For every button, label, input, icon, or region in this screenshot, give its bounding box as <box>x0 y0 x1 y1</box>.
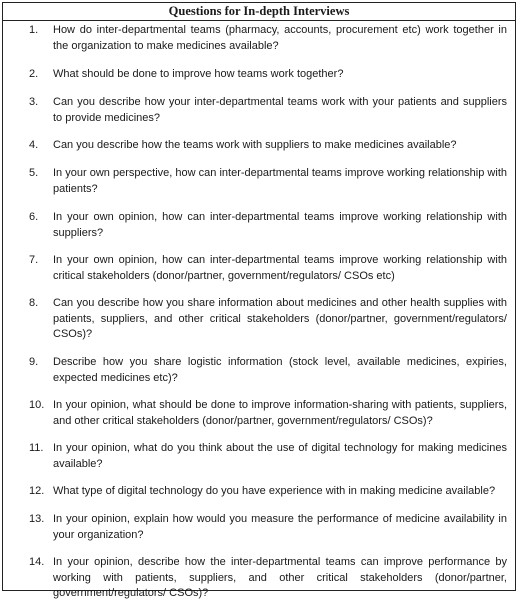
question-item <box>3 23 515 54</box>
question-text: Can you describe how your inter-departmental teams work with your patients and suppliers to provide medicines? <box>53 96 507 124</box>
question-number: 6. <box>29 211 39 223</box>
question-number: 3. <box>29 96 39 108</box>
question-text: In your opinion, describe how the inter-departmental teams can improve performance by working with patients, suppliers, and other critical stakeholders (donor/partner, government/regulators/ CSOs)? <box>53 556 507 599</box>
question-item <box>3 512 515 543</box>
question-text: Can you describe how you share information about medicines and other health supplies with patients, suppliers, and other critical stakeholders (donor/partner, government/regulators/ CSOs)? <box>53 297 507 340</box>
questions-document <box>2 2 516 599</box>
question-item <box>3 398 515 429</box>
question-text: In your own opinion, how can inter-departmental teams improve working relationship with critical stakeholders (donor/partner, government/regulators/ CSOs etc) <box>53 254 507 282</box>
question-text: What should be done to improve how teams work together? <box>53 68 344 80</box>
question-text: In your own opinion, how can inter-departmental teams improve working relationship with suppliers? <box>53 211 507 239</box>
question-item <box>3 441 515 472</box>
question-text: In your opinion, what do you think about the use of digital technology for making medicines available? <box>53 442 507 470</box>
question-number: 13. <box>29 513 45 525</box>
question-item <box>3 166 515 197</box>
question-item <box>3 210 515 241</box>
question-text: Describe how you share logistic information (stock level, available medicines, expiries, expected medicines etc)? <box>53 356 507 384</box>
question-number: 2. <box>29 68 39 80</box>
question-item <box>3 484 515 500</box>
question-number: 5. <box>29 167 39 179</box>
question-text: In your opinion, explain how would you measure the performance of medicine availability in your organization? <box>53 513 507 541</box>
question-item <box>3 138 515 154</box>
question-text: How do inter-departmental teams (pharmacy, accounts, procurement etc) work together in the organization to make medicines available? <box>53 24 507 52</box>
question-text: Can you describe how the teams work with suppliers to make medicines available? <box>53 139 457 151</box>
question-item <box>3 296 515 343</box>
question-number: 10. <box>29 399 45 411</box>
question-text: In your opinion, what should be done to improve information-sharing with patients, suppliers, and other critical stakeholders (donor/partner, government/regulators/ CSOs)? <box>53 399 507 427</box>
question-number: 14. <box>29 556 45 568</box>
question-number: 8. <box>29 297 39 309</box>
question-number: 9. <box>29 356 39 368</box>
document-title: Questions for In-depth Interviews <box>3 3 515 21</box>
question-number: 1. <box>29 24 39 36</box>
question-number: 7. <box>29 254 39 266</box>
question-item <box>3 95 515 126</box>
question-number: 11. <box>29 442 44 454</box>
question-number: 4. <box>29 139 39 151</box>
question-number: 12. <box>29 485 45 497</box>
question-text: In your own perspective, how can inter-departmental teams improve working relationship with patients? <box>53 167 507 195</box>
question-text: What type of digital technology do you have experience with in making medicine available? <box>53 485 496 497</box>
question-item <box>3 253 515 284</box>
question-item <box>3 67 515 83</box>
question-item <box>3 355 515 386</box>
